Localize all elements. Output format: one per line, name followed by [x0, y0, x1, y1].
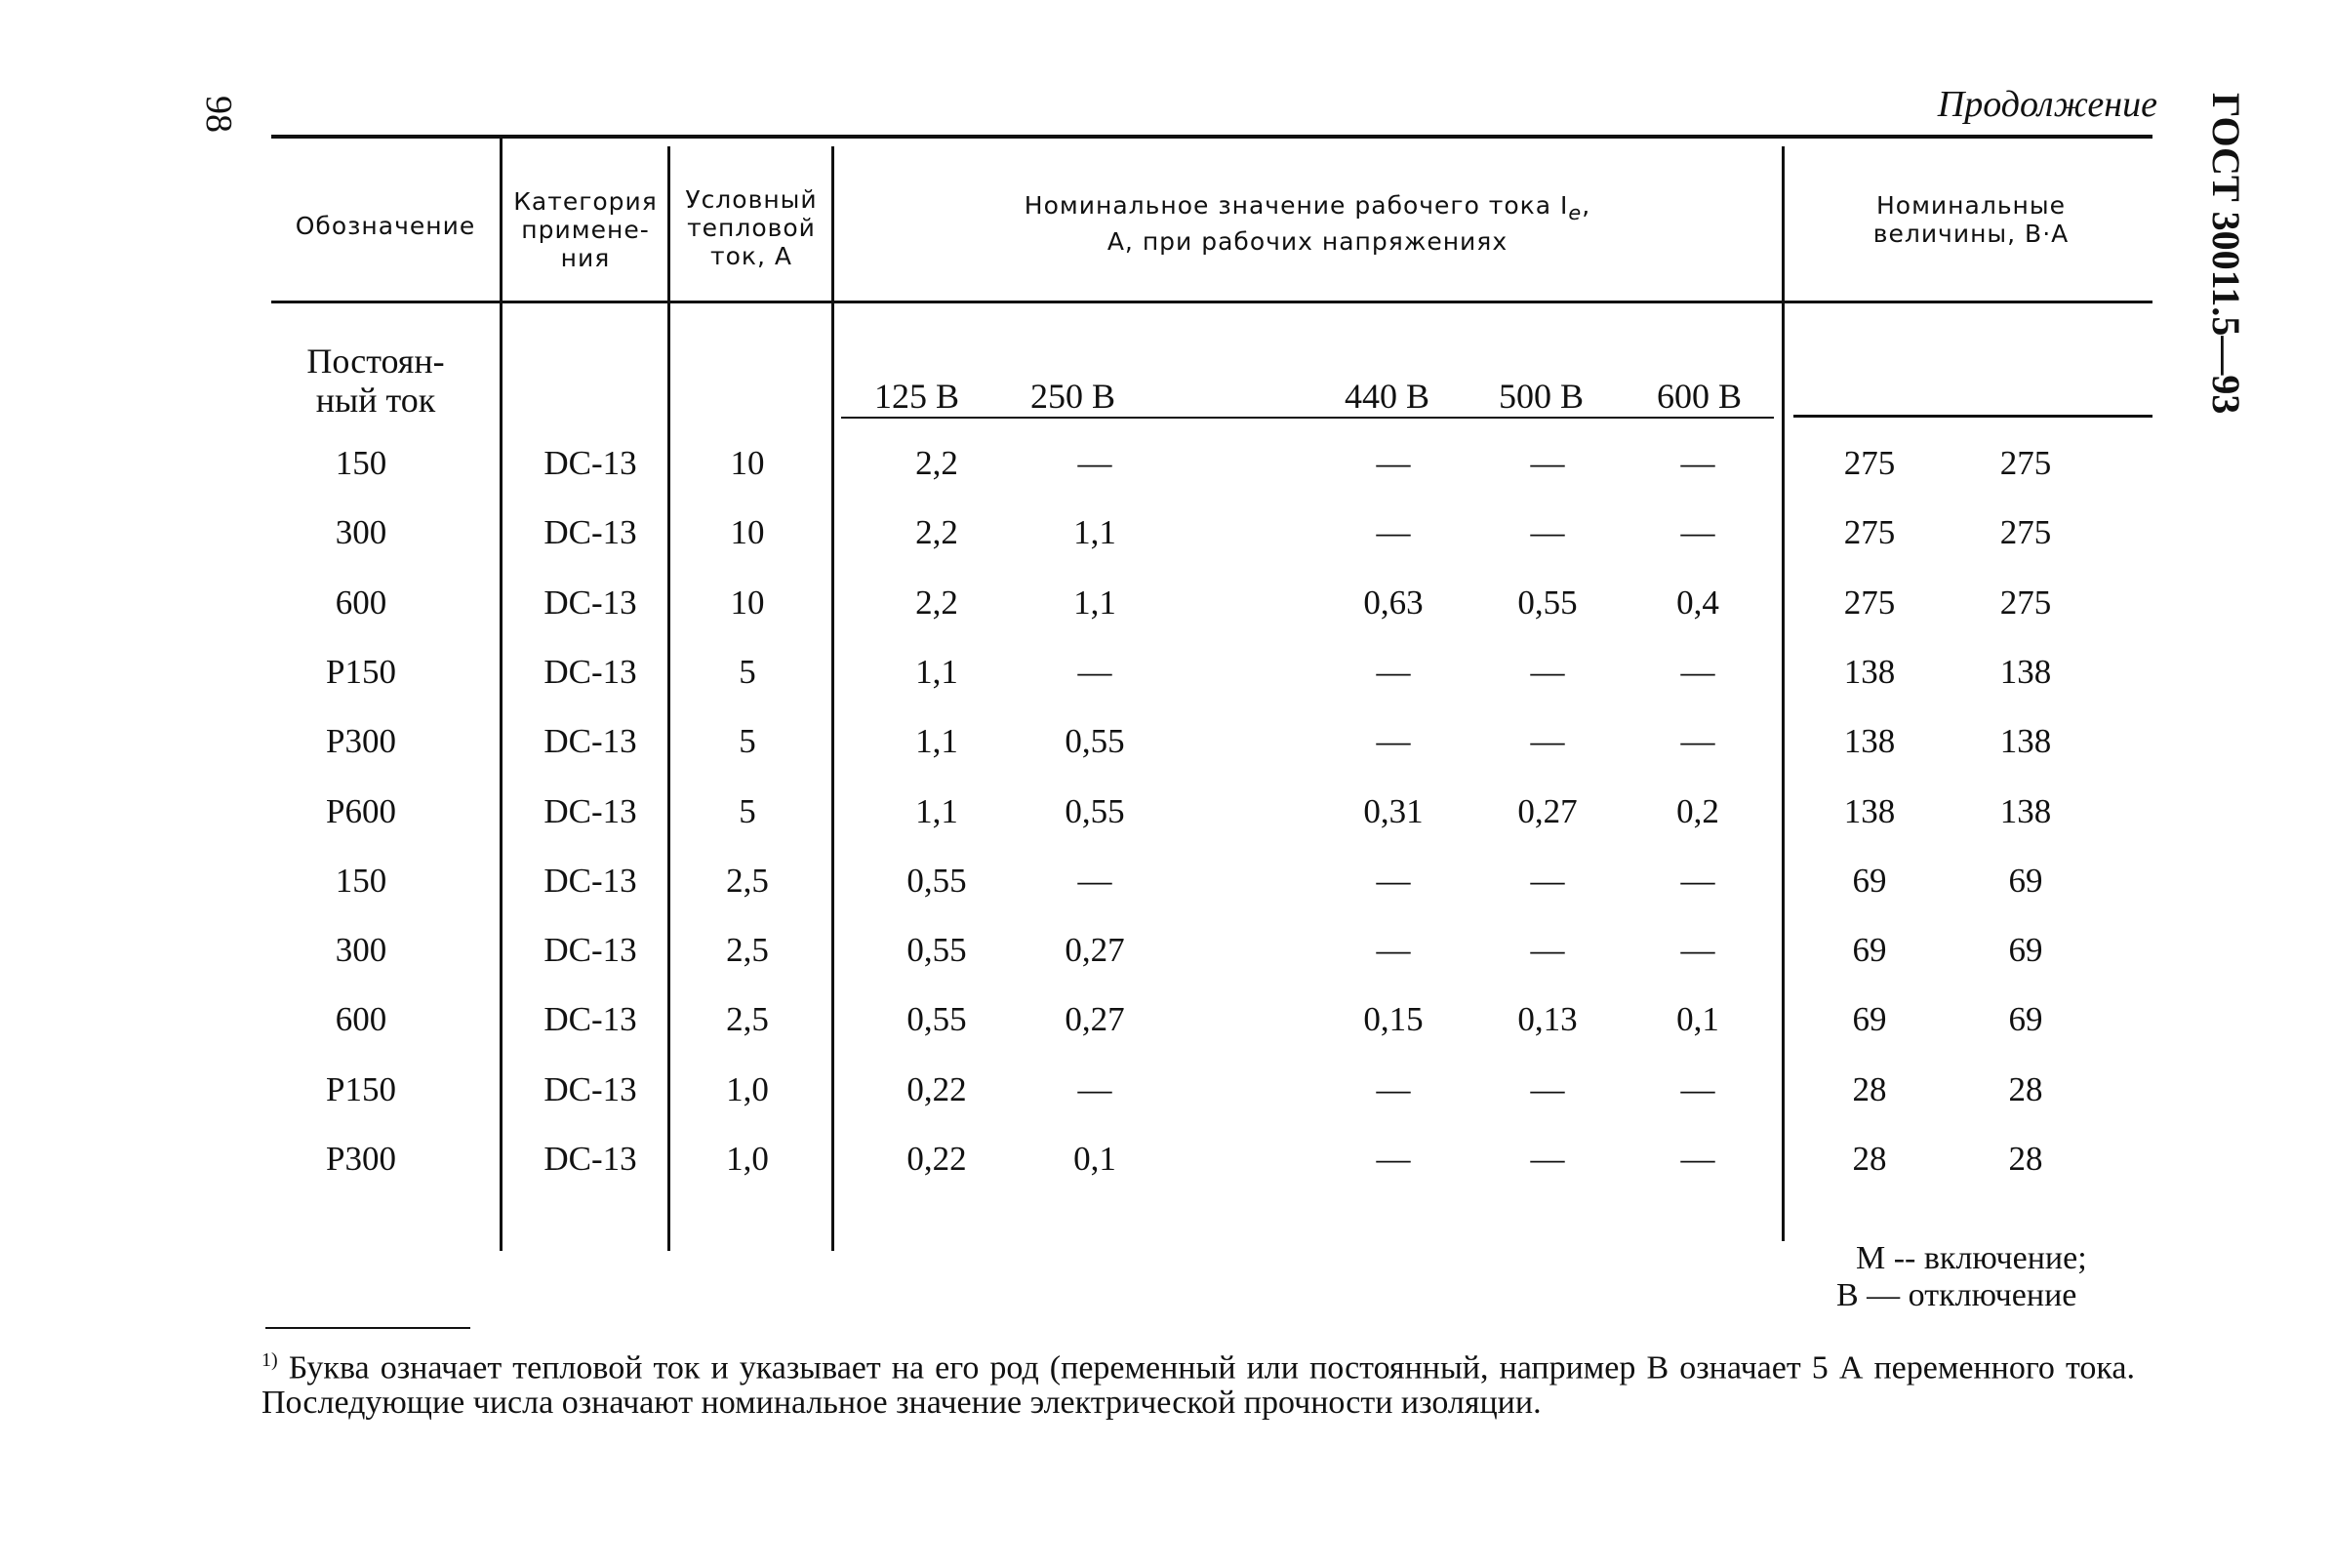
footnote: $^{1)}$ Буква означает тепловой ток и указывает на его род (переменный или постоянный, например В означает 5 А переменного тока. Последующие числа означают номинальное значение электрической прочности изоляции. — [261, 1349, 2136, 1422]
cell-thermal: 2,5 — [726, 931, 769, 969]
cell-440v: — — [1376, 931, 1411, 969]
header-bottom-rule — [271, 301, 2152, 303]
voltage-600: 600 В — [1657, 377, 1743, 416]
footnote-rule — [265, 1327, 470, 1329]
cell-rating-m: 138 — [1843, 792, 1896, 830]
cell-250v: — — [1077, 862, 1112, 900]
cell-category: DC-13 — [543, 792, 637, 830]
cell-440v: 0,63 — [1363, 583, 1424, 622]
cell-250v: — — [1077, 653, 1112, 691]
cell-440v: — — [1376, 444, 1411, 482]
cell-designation: 600 — [335, 1000, 387, 1038]
cell-600v: — — [1680, 1070, 1715, 1108]
cell-rating-m: 69 — [1852, 931, 1887, 969]
cell-category: DC-13 — [543, 444, 637, 482]
cell-500v: — — [1530, 444, 1565, 482]
cell-125v: 0,22 — [906, 1140, 967, 1178]
cell-designation: 150 — [335, 862, 387, 900]
cell-rating-b: 275 — [1999, 583, 2052, 622]
cell-500v: — — [1530, 1070, 1565, 1108]
cell-rating-m: 28 — [1852, 1070, 1887, 1108]
cell-rating-m: 69 — [1852, 1000, 1887, 1038]
cell-440v: — — [1376, 1070, 1411, 1108]
cell-440v: 0,31 — [1363, 792, 1424, 830]
cell-500v: — — [1530, 513, 1565, 551]
cell-500v: 0,13 — [1517, 1000, 1578, 1038]
cell-125v: 1,1 — [915, 653, 958, 691]
cell-designation: 150 — [335, 444, 387, 482]
cell-125v: 2,2 — [915, 583, 958, 622]
cell-rating-b: 138 — [1999, 792, 2052, 830]
cell-thermal: 1,0 — [726, 1070, 769, 1108]
cell-rating-m: 275 — [1843, 444, 1896, 482]
cell-rating-b: 69 — [2008, 862, 2043, 900]
cell-rating-b: 69 — [2008, 1000, 2043, 1038]
cell-thermal: 5 — [739, 792, 756, 830]
cell-rating-b: 69 — [2008, 931, 2043, 969]
cell-category: DC-13 — [543, 931, 637, 969]
voltage-250: 250 В — [1030, 377, 1116, 416]
cell-250v: 0,27 — [1065, 931, 1125, 969]
cell-category: DC-13 — [543, 1070, 637, 1108]
cell-500v: — — [1530, 722, 1565, 760]
voltage-500: 500 В — [1499, 377, 1585, 416]
cell-600v: — — [1680, 862, 1715, 900]
cell-category: DC-13 — [543, 722, 637, 760]
voltage-125: 125 В — [874, 377, 960, 416]
cell-500v: — — [1530, 862, 1565, 900]
cell-500v: — — [1530, 1140, 1565, 1178]
cell-500v: — — [1530, 653, 1565, 691]
cell-440v: — — [1376, 722, 1411, 760]
cell-250v: — — [1077, 1070, 1112, 1108]
cell-category: DC-13 — [543, 862, 637, 900]
cell-category: DC-13 — [543, 513, 637, 551]
cell-250v: 0,1 — [1073, 1140, 1116, 1178]
cell-designation: P300 — [326, 1140, 396, 1178]
cell-125v: 1,1 — [915, 792, 958, 830]
cell-600v: — — [1680, 513, 1715, 551]
cell-rating-m: 69 — [1852, 862, 1887, 900]
page-number: 98 — [198, 96, 239, 133]
cell-rating-m: 275 — [1843, 513, 1896, 551]
cell-440v: 0,15 — [1363, 1000, 1424, 1038]
cell-category: DC-13 — [543, 583, 637, 622]
cell-250v: 0,55 — [1065, 792, 1125, 830]
header-category: Категория примене- ния — [513, 187, 658, 272]
cell-designation: P150 — [326, 1070, 396, 1108]
cell-designation: P300 — [326, 722, 396, 760]
cell-600v: 0,4 — [1676, 583, 1719, 622]
cell-250v: 1,1 — [1073, 513, 1116, 551]
table-top-rule — [271, 135, 2152, 139]
cell-440v: — — [1376, 513, 1411, 551]
cell-rating-b: 28 — [2008, 1070, 2043, 1108]
cell-designation: P600 — [326, 792, 396, 830]
cell-125v: 0,55 — [906, 931, 967, 969]
section-label: Постоян- ный ток — [306, 342, 445, 420]
cell-500v: 0,55 — [1517, 583, 1578, 622]
cell-category: DC-13 — [543, 1140, 637, 1178]
cell-125v: 0,55 — [906, 1000, 967, 1038]
cell-designation: 300 — [335, 513, 387, 551]
cell-rating-b: 138 — [1999, 722, 2052, 760]
cell-rating-b: 138 — [1999, 653, 2052, 691]
cell-thermal: 1,0 — [726, 1140, 769, 1178]
cell-600v: — — [1680, 1140, 1715, 1178]
cell-thermal: 10 — [730, 444, 765, 482]
cell-125v: 1,1 — [915, 722, 958, 760]
cell-250v: 0,55 — [1065, 722, 1125, 760]
cell-rating-b: 28 — [2008, 1140, 2043, 1178]
cell-600v: 0,2 — [1676, 792, 1719, 830]
cell-thermal: 5 — [739, 653, 756, 691]
cell-125v: 0,55 — [906, 862, 967, 900]
cell-thermal: 10 — [730, 583, 765, 622]
continuation-label: Продолжение — [1937, 84, 2157, 125]
cell-250v: — — [1077, 444, 1112, 482]
ratings-rule — [1793, 415, 2152, 418]
cell-250v: 0,27 — [1065, 1000, 1125, 1038]
cell-thermal: 2,5 — [726, 862, 769, 900]
cell-rating-m: 138 — [1843, 653, 1896, 691]
cell-440v: — — [1376, 862, 1411, 900]
cell-rating-m: 28 — [1852, 1140, 1887, 1178]
cell-500v: 0,27 — [1517, 792, 1578, 830]
legend-on: М -- включение; — [1856, 1240, 2087, 1276]
cell-125v: 2,2 — [915, 513, 958, 551]
cell-designation: P150 — [326, 653, 396, 691]
cell-thermal: 5 — [739, 722, 756, 760]
voltage-rule — [841, 417, 1774, 419]
cell-designation: 600 — [335, 583, 387, 622]
cell-designation: 300 — [335, 931, 387, 969]
cell-125v: 2,2 — [915, 444, 958, 482]
header-operating-current: Номинальное значение рабочего тока $I_e$, А, при рабочих напряжениях — [1024, 191, 1591, 256]
cell-500v: — — [1530, 931, 1565, 969]
header-ratings: Номинальные величины, В·А — [1872, 191, 2070, 248]
legend-off: В — отключение — [1836, 1277, 2077, 1313]
cell-category: DC-13 — [543, 653, 637, 691]
gost-standard-label: ГОСТ 30011.5—93 — [2204, 93, 2248, 415]
cell-600v: — — [1680, 931, 1715, 969]
cell-600v: — — [1680, 653, 1715, 691]
cell-thermal: 10 — [730, 513, 765, 551]
cell-440v: — — [1376, 653, 1411, 691]
cell-600v: 0,1 — [1676, 1000, 1719, 1038]
cell-rating-m: 138 — [1843, 722, 1896, 760]
header-thermal-current: Условный тепловой ток, А — [685, 185, 818, 270]
cell-rating-m: 275 — [1843, 583, 1896, 622]
cell-category: DC-13 — [543, 1000, 637, 1038]
cell-250v: 1,1 — [1073, 583, 1116, 622]
cell-600v: — — [1680, 722, 1715, 760]
cell-rating-b: 275 — [1999, 513, 2052, 551]
voltage-440: 440 В — [1345, 377, 1430, 416]
cell-600v: — — [1680, 444, 1715, 482]
cell-440v: — — [1376, 1140, 1411, 1178]
cell-thermal: 2,5 — [726, 1000, 769, 1038]
cell-125v: 0,22 — [906, 1070, 967, 1108]
cell-rating-b: 275 — [1999, 444, 2052, 482]
header-designation: Обозначение — [295, 212, 476, 240]
